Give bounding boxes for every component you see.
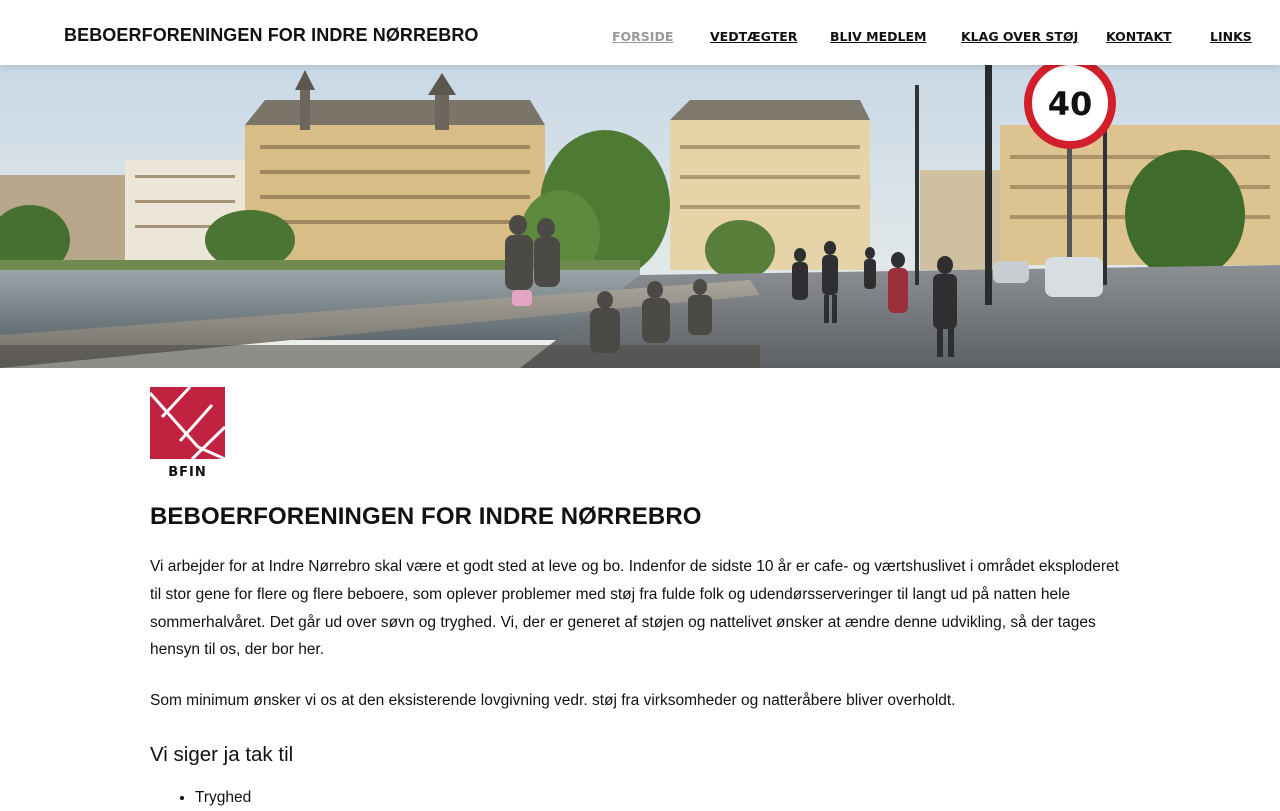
nav-kontakt[interactable]: KONTAKT (1106, 29, 1172, 44)
wish-list (150, 785, 1130, 811)
nav-links[interactable]: LINKS (1210, 29, 1252, 44)
page-title: BEBOERFORENINGEN FOR INDRE NØRREBRO (150, 503, 702, 530)
site-title[interactable]: BEBOERFORENINGEN FOR INDRE NØRREBRO (64, 25, 479, 45)
hero-image (0, 65, 1280, 368)
site-header (0, 0, 1280, 65)
nav-klag-over-stoej[interactable]: KLAG OVER STØJ (961, 29, 1079, 44)
nav-vedtaegter[interactable]: VEDTÆGTER (710, 29, 798, 44)
list-item: • Tryghed (195, 785, 1130, 811)
speed-sign-text: 40 (1047, 85, 1093, 123)
nav-forside[interactable]: FORSIDE (612, 29, 674, 44)
nav-bliv-medlem[interactable]: BLIV MEDLEM (830, 29, 927, 44)
logo-text: BFIN (168, 465, 207, 479)
hero-photo-illustration (0, 65, 1280, 368)
minimum-paragraph: Som minimum ønsker vi os at den eksisterende lovgivning vedr. støj fra virksomheder og natteråbere bliver overholdt. (150, 692, 956, 710)
section-subheading: Vi siger ja tak til (150, 742, 294, 766)
main-content (150, 387, 1130, 811)
intro-paragraph: Vi arbejder for at Indre Nørrebro skal være et godt sted at leve og bo. Indenfor de sidste 10 år er cafe- og værtshuslivet i området eksploderet til stor gene for flere og flere beboere, som oplever problemer med støj fra fulde folk og udendørsserveringer til langt ud på natten hele sommerhalvåret. Det går ud over søvn og tryghed. Vi, der er generet af støjen og nattelivet ønsker at ændre denne udvikling, så der tages hensyn til os, der bor her. (150, 558, 1119, 659)
bfin-logo[interactable] (150, 387, 225, 479)
